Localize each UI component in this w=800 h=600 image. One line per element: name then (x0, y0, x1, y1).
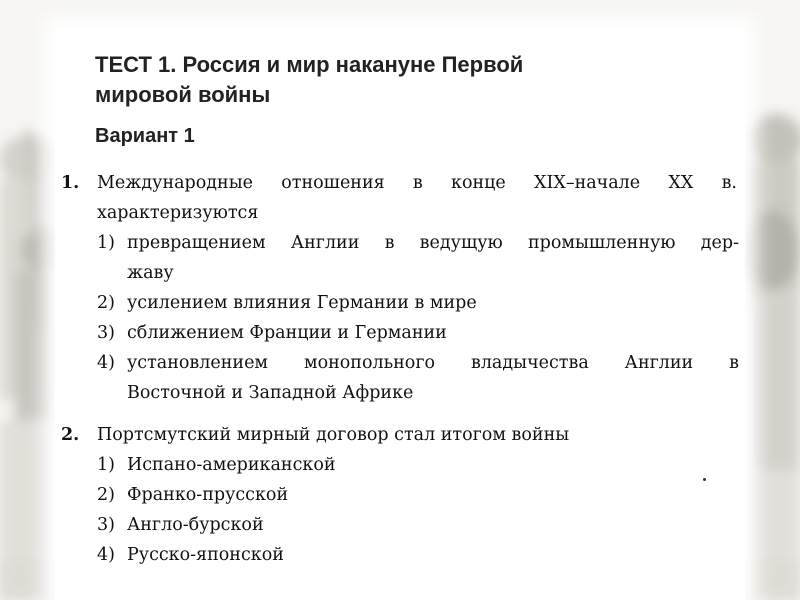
answer-option[interactable] (55, 540, 745, 570)
question-1 (55, 168, 745, 408)
option-text-continuation: Восточной и Западной Африке (127, 383, 414, 403)
stray-dot (703, 478, 706, 481)
answer-option[interactable] (55, 288, 745, 318)
option-text: сближением Франции и Германии (127, 323, 447, 343)
question-text-line-2: характеризуются (97, 203, 259, 223)
option-text: превращением Англии в ведущую промышленную дер- (127, 233, 739, 253)
option-number: 3) (97, 515, 115, 535)
option-text: усилением влияния Германии в мире (127, 293, 477, 313)
option-number: 4) (97, 545, 115, 565)
option-text: Русско-японской (127, 545, 284, 565)
option-number: 1) (97, 233, 115, 253)
option-text: Англо-бурской (127, 515, 264, 535)
option-text: Испано-американской (127, 455, 336, 475)
option-number: 4) (97, 353, 115, 373)
option-text-continuation: жаву (127, 263, 174, 283)
test-page (55, 28, 745, 600)
question-2 (55, 420, 745, 570)
option-text: установлением монопольного владычества Англии в (127, 353, 739, 373)
question-number: 1. (61, 173, 80, 193)
question-text-line-1: Международные отношения в конце XIX–начале XX в. (97, 173, 737, 193)
variant-heading: Вариант 1 (95, 125, 195, 147)
answer-option[interactable] (55, 318, 745, 348)
answer-option[interactable] (55, 450, 745, 480)
option-number: 3) (97, 323, 115, 343)
title-line-1: ТЕСТ 1. Россия и мир накануне Первой (95, 52, 524, 77)
option-number: 2) (97, 293, 115, 313)
answer-option[interactable] (55, 480, 745, 510)
question-text-line-1: Портсмутский мирный договор стал итогом войны (97, 425, 570, 445)
answer-option[interactable] (55, 510, 745, 540)
page-title (95, 50, 695, 110)
option-text: Франко-прусской (127, 485, 289, 505)
answer-option[interactable] (55, 228, 745, 258)
answer-option[interactable] (55, 348, 745, 378)
option-number: 1) (97, 455, 115, 475)
question-number: 2. (61, 425, 80, 445)
title-line-2: мировой войны (95, 82, 271, 107)
answer-option-continuation (55, 258, 745, 288)
answer-option-continuation (55, 378, 745, 408)
option-number: 2) (97, 485, 115, 505)
